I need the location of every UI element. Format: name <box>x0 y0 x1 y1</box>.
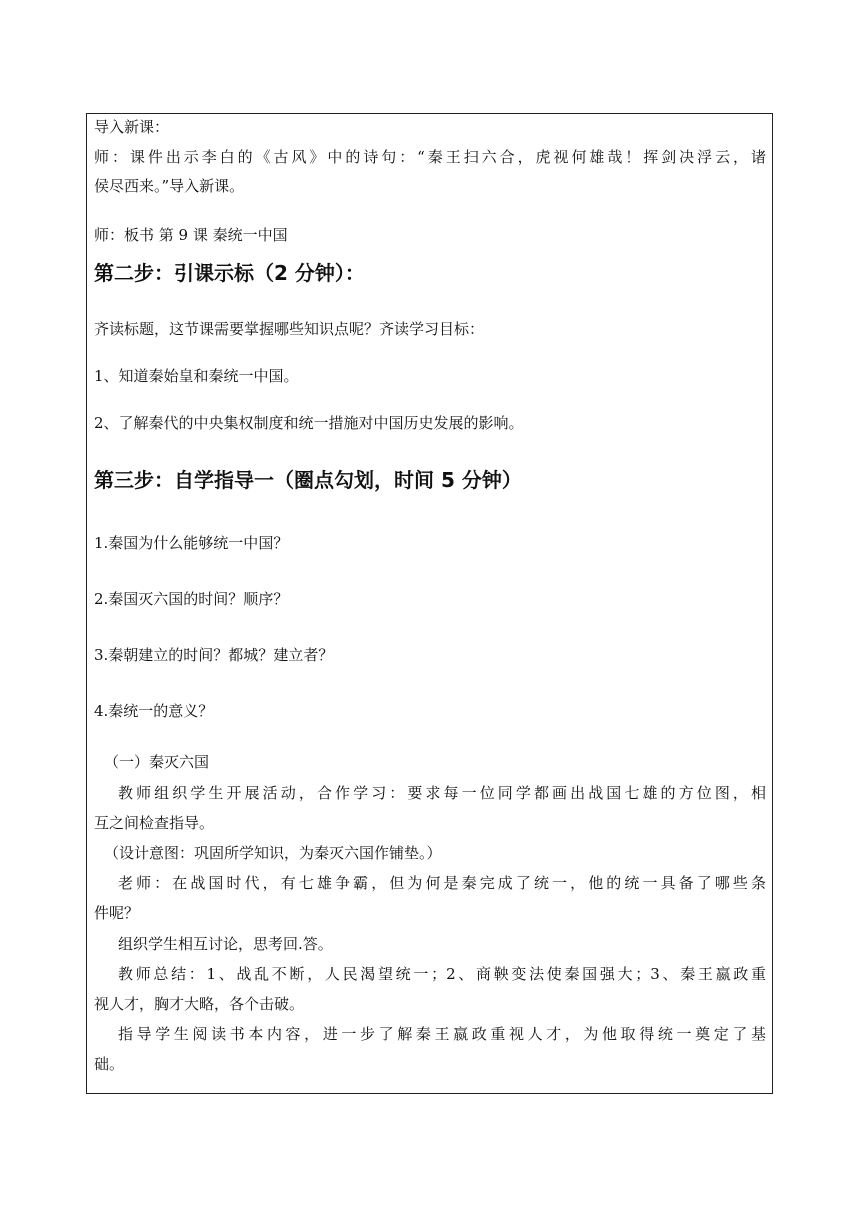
section1-p5-line1: 指导学生阅读书本内容，进一步了解秦王嬴政重视人才，为他取得统一奠定了基 <box>118 1025 766 1043</box>
step2-text: 齐读标题，这节课需要掌握哪些知识点呢？齐读学习目标： <box>94 320 485 338</box>
step3-question-2: 2.秦国灭六国的时间？顺序？ <box>94 590 289 608</box>
section1-p1-line2: 互之间检查指导。 <box>94 814 215 832</box>
section1-p2-line2: 件呢？ <box>94 904 140 922</box>
intro-board-text: 师：板书 第 9 课 秦统一中国 <box>94 226 288 244</box>
step3-question-4: 4.秦统一的意义？ <box>94 702 214 720</box>
step2-goal-1: 1、知道秦始皇和秦统一中国。 <box>94 367 299 385</box>
section1-p2-line1: 老师：在战国时代，有七雄争霸，但为何是秦完成了统一，他的统一具备了哪些条 <box>118 874 766 892</box>
step2-heading: 第二步：引课示标（2 分钟）： <box>94 261 365 285</box>
section1-design-note: （设计意图：巩固所学知识，为秦灭六国作铺垫。） <box>104 844 442 862</box>
section1-p4-line2: 视人才，胸才大略，各个击破。 <box>94 995 305 1013</box>
section1-p5-line2: 础。 <box>94 1055 125 1073</box>
section1-p4-line1: 教师总结：1、战乱不断，人民渴望统一；2、商鞅变法使秦国强大；3、秦王嬴政重 <box>118 965 766 983</box>
step3-question-3: 3.秦朝建立的时间？都城？建立者？ <box>94 646 334 664</box>
intro-label: 导入新课： <box>94 118 170 136</box>
section1-title: （一）秦灭六国 <box>104 753 210 771</box>
intro-teacher-line-2: 侯尽西来。”导入新课。 <box>94 177 245 195</box>
step3-heading: 第三步：自学指导一（圈点勾划，时间 5 分钟） <box>94 468 522 492</box>
intro-teacher-line-1: 师：课件出示李白的《古风》中的诗句：“秦王扫六合，虎视何雄哉！挥剑决浮云，诸 <box>94 148 766 166</box>
step3-question-1: 1.秦国为什么能够统一中国？ <box>94 534 289 552</box>
step2-goal-2: 2、了解秦代的中央集权制度和统一措施对中国历史发展的影响。 <box>94 414 524 432</box>
section1-p1-line1: 教师组织学生开展活动，合作学习：要求每一位同学都画出战国七雄的方位图，相 <box>118 784 766 802</box>
section1-p3: 组织学生相互讨论，思考回.答。 <box>118 935 333 953</box>
